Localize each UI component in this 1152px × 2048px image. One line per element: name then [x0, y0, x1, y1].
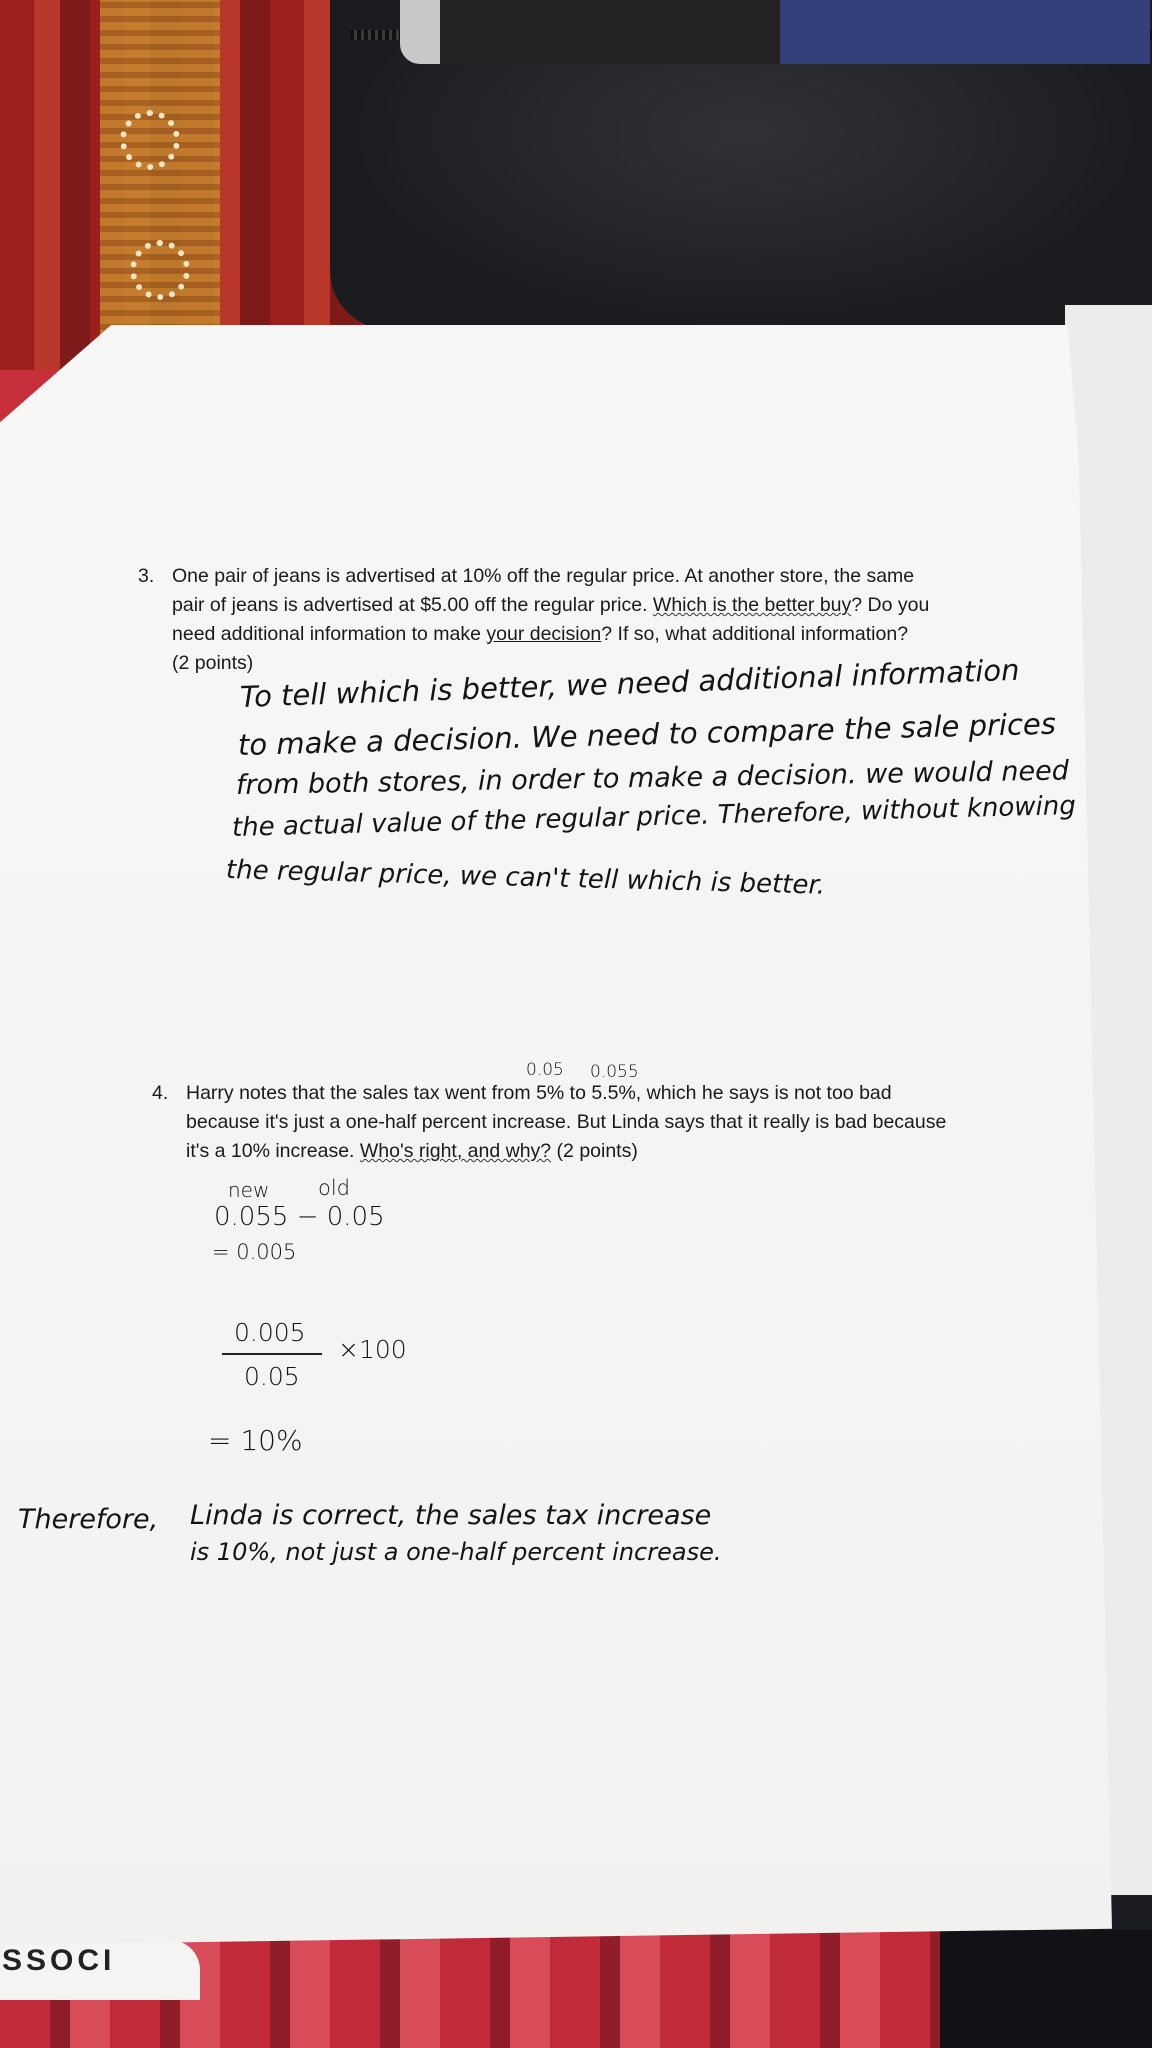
question-text: it's a 10% increase.	[186, 1140, 360, 1162]
dark-corner	[940, 1930, 1152, 2048]
pen	[400, 0, 1150, 64]
subtraction: 0.055 − 0.05	[214, 1202, 385, 1232]
label-new: new	[228, 1178, 270, 1202]
answer-3-line: to make a decision. We need to compare the sale prices	[237, 706, 1057, 762]
question-points: (2 points)	[172, 652, 254, 674]
question-4	[152, 1079, 986, 1166]
label-old: old	[318, 1176, 351, 1200]
question-line	[172, 620, 972, 649]
difference: = 0.005	[212, 1240, 297, 1264]
tapestry-flower	[130, 240, 190, 300]
answer-3-line: the regular price, we can't tell which is better.	[225, 855, 826, 901]
underlined-phrase: Which is the better buy	[652, 594, 852, 616]
result: = 10%	[208, 1424, 303, 1457]
question-line: One pair of jeans is advertised at 10% off the regular price. At another store, the same	[172, 565, 915, 587]
question-line	[186, 1137, 986, 1166]
conclusion-line: Linda is correct, the sales tax increase	[190, 1500, 712, 1531]
conclusion-prefix: Therefore,	[18, 1504, 159, 1535]
question-line: because it's just a one-half percent increase. But Linda says that it really is bad because	[186, 1111, 947, 1133]
question-line	[172, 591, 972, 620]
underlined-phrase: your decision	[486, 623, 602, 645]
tapestry-band	[100, 0, 220, 380]
question-text: need additional information to make	[172, 623, 487, 645]
logo-text: SSOCI	[2, 1944, 116, 1977]
underlined-phrase: Who's right, and why?	[359, 1140, 552, 1162]
fraction-numerator: 0.005	[234, 1318, 306, 1347]
answer-3-line: the actual value of the regular price. Therefore, without knowing	[231, 790, 1077, 843]
question-text: ? If so, what additional information?	[601, 623, 909, 645]
conclusion-line: is 10%, not just a one-half percent increase.	[190, 1538, 722, 1566]
question-line: Harry notes that the sales tax went from 5% to 5.5%, which he says is not too bad	[186, 1082, 892, 1104]
question-number: 4.	[152, 1082, 169, 1104]
question-number: 3.	[138, 565, 155, 587]
question-text: pair of jeans is advertised at $5.00 off the regular price.	[172, 594, 653, 616]
annotation-old-rate: 0.05	[526, 1060, 564, 1080]
answer-3-line: from both stores, in order to make a decision. we would need	[235, 755, 1070, 801]
question-text: (2 points)	[551, 1140, 638, 1162]
multiplier: ×100	[338, 1335, 407, 1364]
fraction-bar	[222, 1353, 322, 1355]
fraction-denominator: 0.05	[244, 1362, 300, 1391]
annotation-new-rate: 0.055	[590, 1062, 639, 1082]
tapestry-flower	[120, 110, 180, 170]
answer-3-line: To tell which is better, we need additional information	[239, 652, 1020, 714]
question-text: ? Do you	[851, 594, 930, 616]
